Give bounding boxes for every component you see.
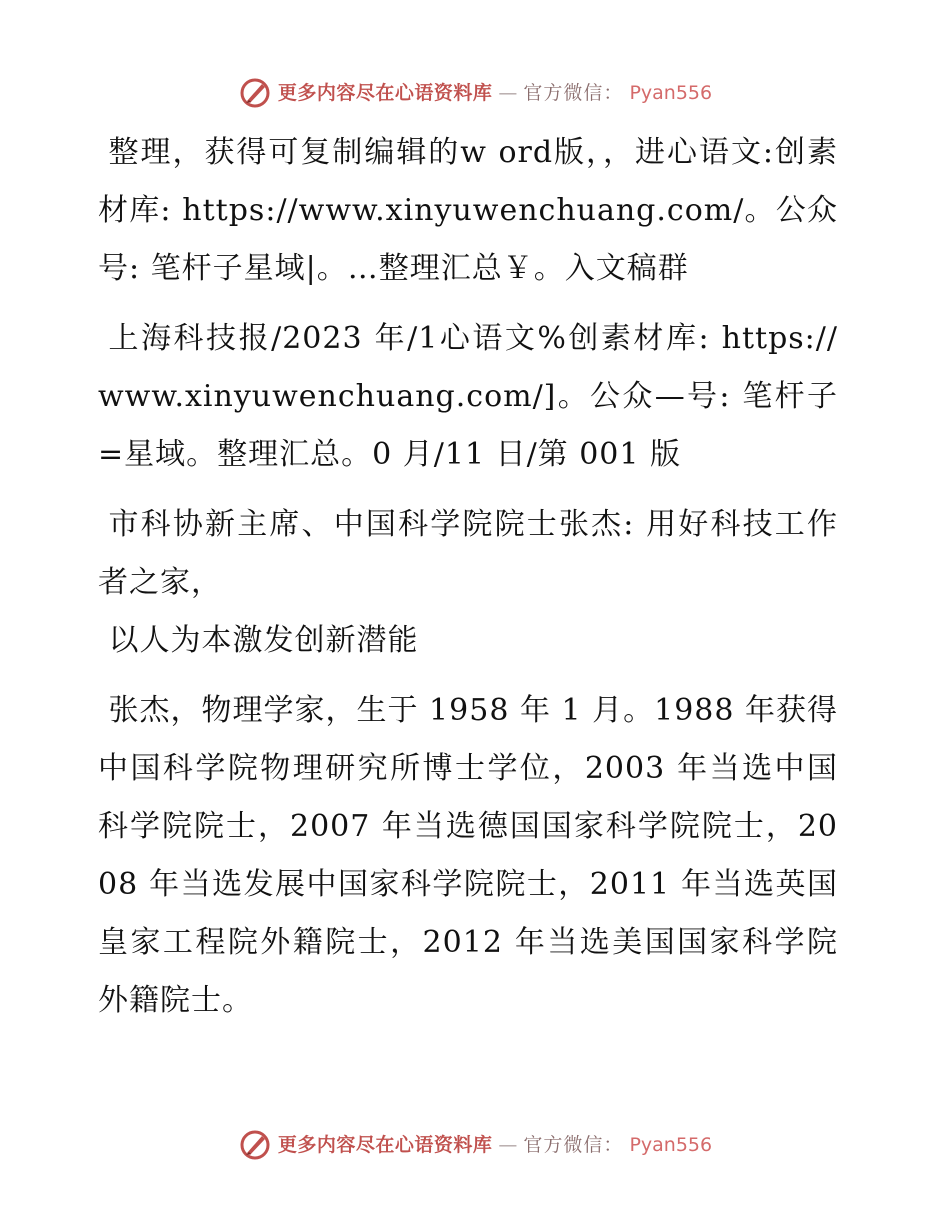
article-title: 市科协新主席、中国科学院院士张杰: 用好科技工作者之家， (98, 507, 838, 600)
article-subtitle: 以人为本激发创新潜能 (108, 623, 419, 658)
paragraph-biography: 张杰，物理学家，生于 1958 年 1 月。1988 年获得中国科学院物理研究所博士学位，2003 年当选中国科学院院士，2007 年当选德国国家科学院院士，2008 年当选发展中国家科学院院士，2011 年当选英国皇家工程院外籍院士，2012 年当选美国国家科学院外籍院士。 (98, 693, 838, 1018)
banner-dash: — (498, 1134, 518, 1156)
wechat-account: Pyan556 (629, 1134, 713, 1156)
banner-text: 更多内容尽在心语资料库 (277, 1134, 493, 1156)
paragraph-source: 上海科技报/2023 年/1心语文%创素材库: https://www.xinyuwenchuang.com/]。公众—号: 笔杆子=星域。整理汇总。0 月/11 日/第 001 版 (98, 321, 838, 472)
official-label: 官方微信： (523, 82, 624, 104)
banner-text: 更多内容尽在心语资料库 (277, 82, 493, 104)
brush-seal-logo-icon (238, 1128, 272, 1162)
footer-banner (0, 1128, 950, 1162)
brush-seal-logo-icon (238, 76, 272, 110)
banner-dash: — (498, 82, 518, 104)
paragraph-intro: 整理，获得可复制编辑的w ord版，，进心语文:创素材库: https://www.xinyuwenchuang.com/。公众号: 笔杆子星域|。…整理汇总￥。入文稿群 (98, 135, 838, 286)
wechat-account: Pyan556 (629, 82, 713, 104)
header-banner (0, 76, 950, 110)
document-body (98, 124, 838, 1042)
official-label: 官方微信： (523, 1134, 624, 1156)
